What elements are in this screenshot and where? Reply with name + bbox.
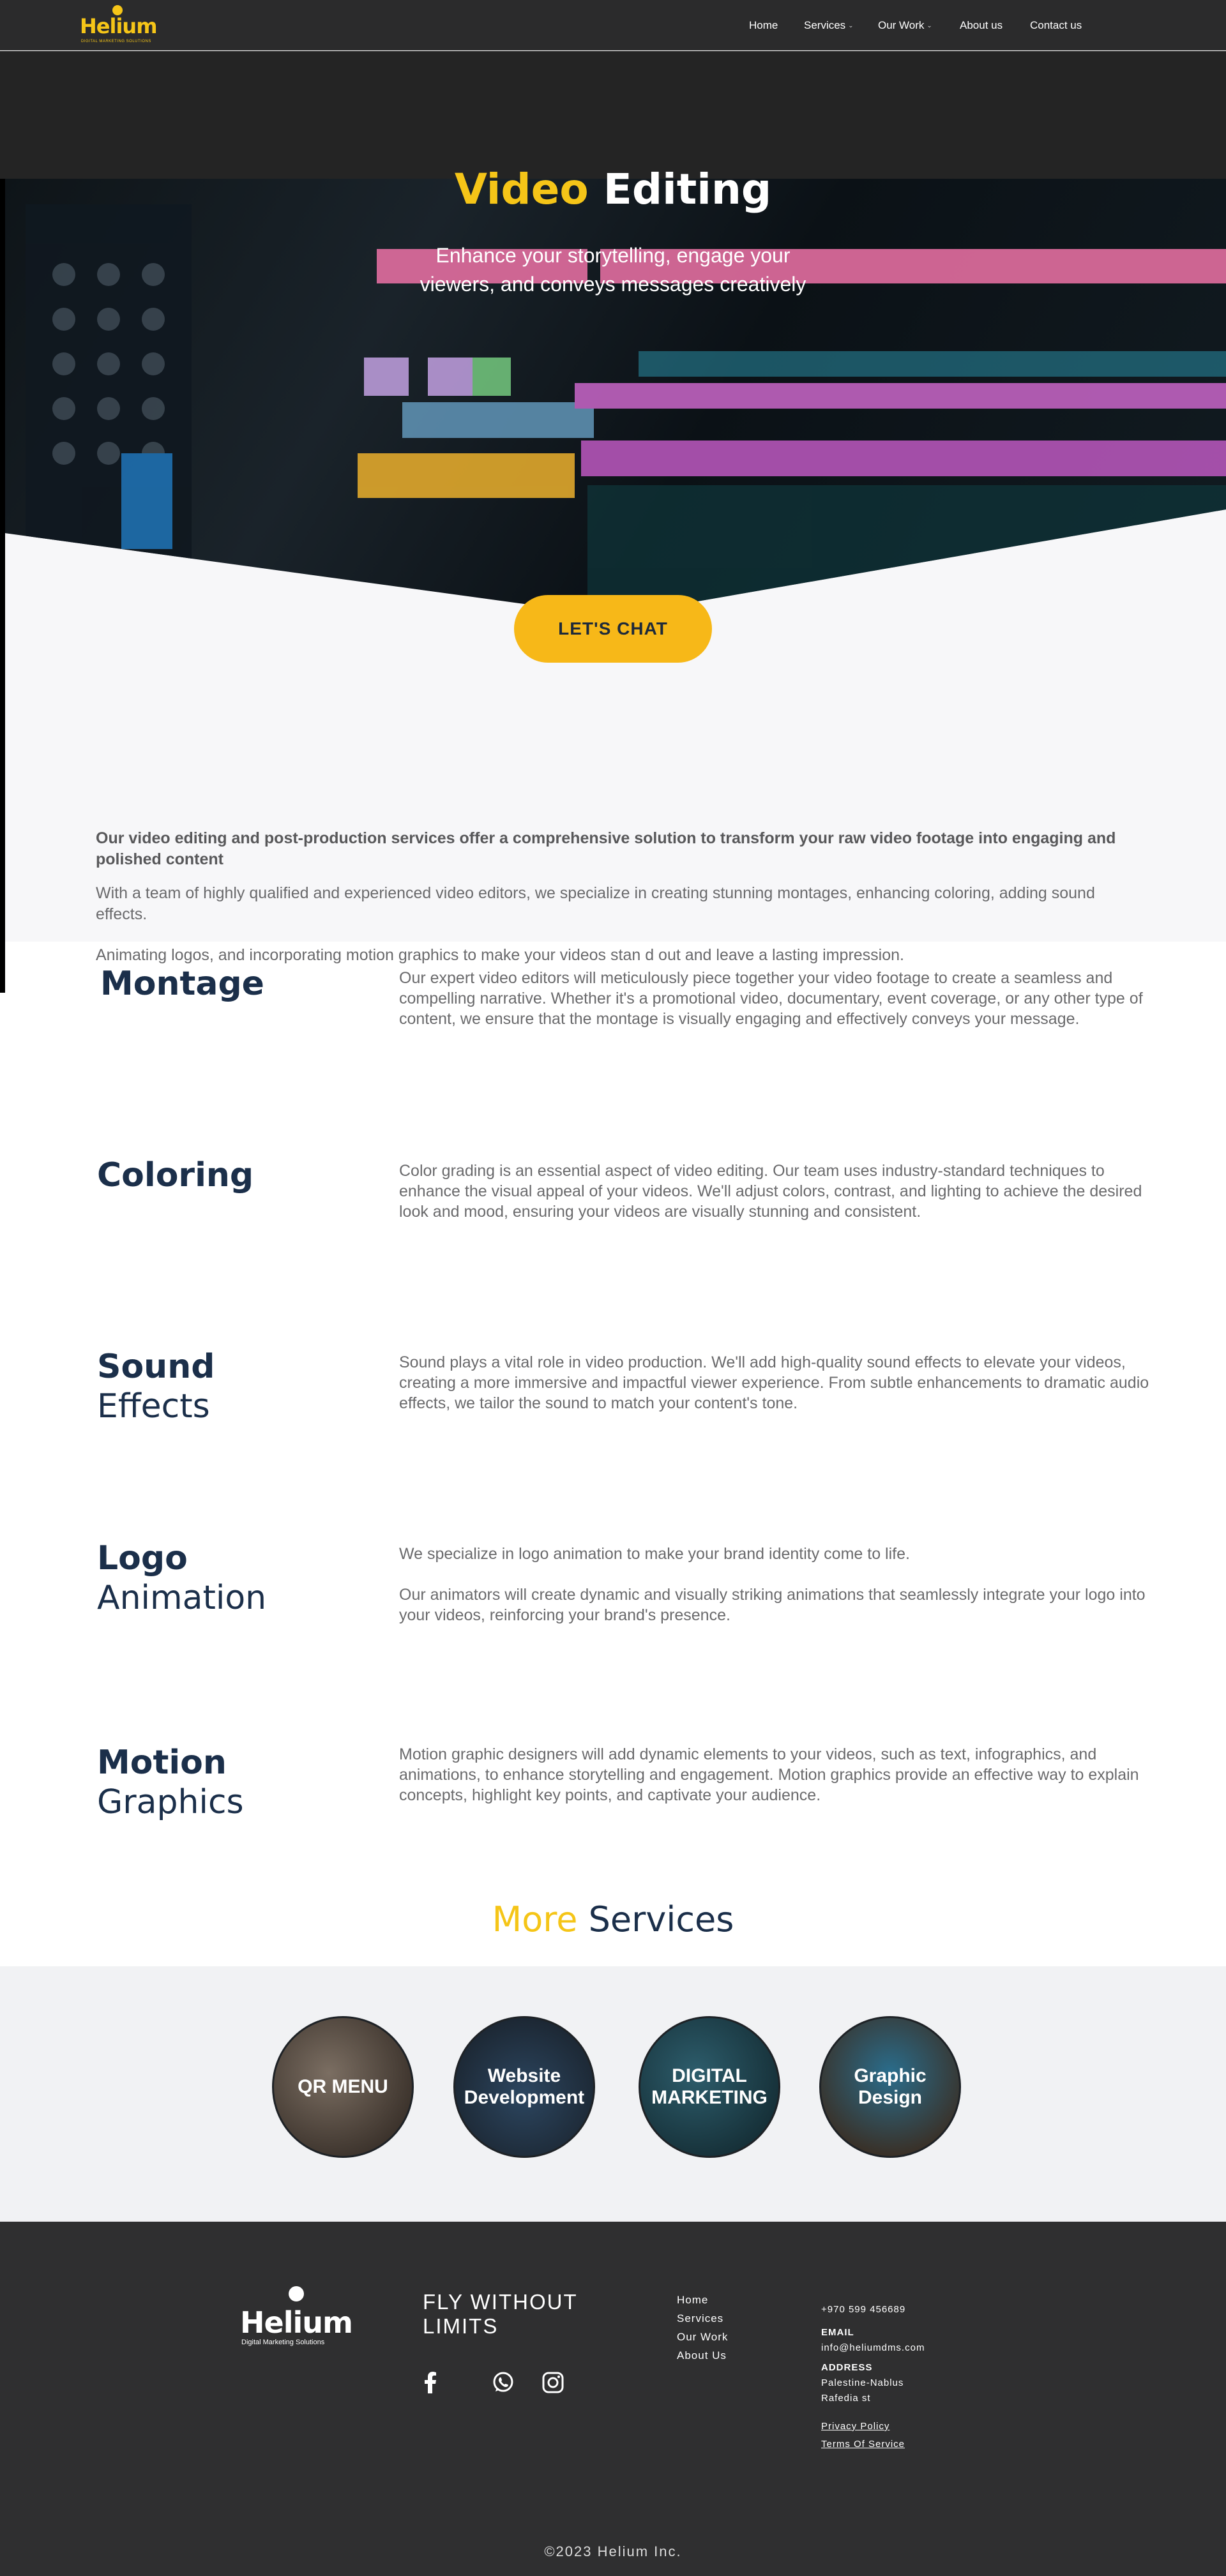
hero-section: [0, 51, 1226, 964]
more-services-band: [0, 1966, 1226, 2222]
chevron-down-icon: ⌄: [848, 22, 854, 29]
footer-links: [677, 2291, 728, 2365]
nav-our-work-label: Our Work: [878, 19, 925, 31]
intro-lead: Our video editing and post-production services offer a comprehensive solution to transform your raw video footage into engaging and polished content: [96, 829, 1116, 868]
more-rest: Services: [588, 1899, 734, 1940]
footer-link-our-work[interactable]: Our Work: [677, 2331, 729, 2343]
logo-animation-heading: [97, 1539, 266, 1618]
website-label-2: Development: [464, 2087, 585, 2108]
footer-link-services[interactable]: Services: [677, 2312, 724, 2324]
hero-edge: [0, 179, 5, 993]
service-card-graphic-design[interactable]: [819, 2016, 961, 2158]
footer-address-block: [821, 2360, 904, 2406]
sound-title-bold: Sound: [97, 1348, 215, 1386]
coloring-description: Color grading is an essential aspect of video editing. Our team uses industry-standard techniques to enhance the visual appeal of your videos. We'll adjust colors, contrast, and lighting to achieve the desired look and mood, ensuring your videos are visually stunning and consistent.: [399, 1162, 1142, 1221]
more-accent: More: [492, 1899, 578, 1940]
footer-logo-text: Helium: [240, 2305, 352, 2340]
nav-services[interactable]: [804, 18, 854, 33]
footer-link-home[interactable]: Home: [677, 2294, 709, 2306]
nav-about-label: About us: [960, 19, 1003, 31]
instagram-icon[interactable]: [540, 2370, 566, 2395]
sound-effects-description: Sound plays a vital role in video production. We'll add high-quality sound effects to elevate your videos, creating a more immersive and impactful viewer experience. From subtle enhancements to dramatic audio effects, we tailor the sound to match your content's tone.: [399, 1353, 1149, 1412]
slogan-line-1: FLY WITHOUT: [423, 2290, 578, 2314]
sound-effects-heading: [97, 1347, 215, 1426]
footer-email-block: [821, 2325, 925, 2356]
footer-phone[interactable]: +970 599 456689: [821, 2304, 906, 2315]
nav-services-label: Services: [804, 19, 846, 31]
subtitle-line-2: viewers, and conveys messages creatively: [420, 273, 806, 296]
address-label: ADDRESS: [821, 2362, 873, 2373]
subtitle-line-1: Enhance your storytelling, engage your: [435, 244, 791, 267]
nav-contact-label: Contact us: [1030, 19, 1082, 31]
nav-home[interactable]: [749, 18, 778, 33]
logo-desc-1: We specialize in logo animation to make your brand identity come to life.: [399, 1545, 910, 1563]
title-accent: Video: [454, 165, 589, 214]
logo-title-light: Animation: [97, 1579, 267, 1617]
more-services-heading: [0, 1899, 1226, 1940]
nav-contact[interactable]: [1030, 18, 1082, 33]
motion-graphics-description: Motion graphic designers will add dynamic elements to your videos, such as text, infographics, and animations, to enhance storytelling and engagement. Motion graphics provide an effective way to explain concepts, highlight key points, and captivate your audience.: [399, 1745, 1139, 1804]
logo-tagline: DIGITAL MARKETING SOLUTIONS: [81, 40, 151, 43]
email-value[interactable]: info@heliumdms.com: [821, 2342, 925, 2353]
montage-title: Montage: [100, 965, 264, 1003]
coloring-title: Coloring: [97, 1156, 254, 1194]
top-navbar: [0, 0, 1226, 50]
lets-chat-button[interactable]: LET'S CHAT: [514, 595, 712, 663]
motion-graphics-heading: [97, 1743, 244, 1822]
address-line-2: Rafedia st: [821, 2393, 871, 2404]
logo-text: Helium: [80, 14, 157, 38]
footer-link-about[interactable]: About Us: [677, 2349, 727, 2361]
privacy-policy-link[interactable]: Privacy Policy: [821, 2421, 890, 2432]
hero-subtitle: [342, 241, 884, 299]
sound-title-light: Effects: [97, 1387, 210, 1426]
nav-our-work[interactable]: [878, 18, 932, 33]
footer-logo[interactable]: [240, 2286, 352, 2350]
footer-logo-tagline: Digital Marketing Solutions: [241, 2339, 325, 2346]
service-card-digital-marketing[interactable]: [639, 2016, 780, 2158]
slogan-line-2: LIMITS: [423, 2314, 499, 2338]
chevron-down-icon: ⌄: [927, 22, 932, 29]
terms-of-service-link[interactable]: Terms Of Service: [821, 2439, 905, 2450]
motion-title-light: Graphics: [97, 1783, 244, 1821]
logo-title-bold: Logo: [97, 1539, 188, 1578]
service-card-website-development[interactable]: [453, 2016, 595, 2158]
nav-home-label: Home: [749, 19, 778, 31]
footer: [0, 2222, 1226, 2576]
motion-title-bold: Motion: [97, 1744, 227, 1782]
email-label: EMAIL: [821, 2327, 854, 2338]
graphic-label-1: Graphic: [854, 2065, 927, 2086]
address-line-1: Palestine-Nablus: [821, 2377, 904, 2388]
website-label-1: Website: [487, 2065, 561, 2086]
digital-label-2: MARKETING: [651, 2087, 768, 2108]
hero-dark-band: [0, 51, 1226, 179]
intro-paragraph-2: Animating logos, and incorporating motion graphics to make your videos stan d out and leave a lasting impression.: [96, 946, 904, 964]
montage-description: Our expert video editors will meticulously piece together your video footage to create a seamless and compelling narrative. Whether it's a promotional video, documentary, event coverage, or any other type of content, we ensure that the montage is visually engaging and effectively conveys your message.: [399, 969, 1143, 1028]
footer-slogan: [423, 2290, 578, 2339]
title-rest: Editing: [603, 165, 772, 214]
graphic-label-2: Design: [858, 2087, 923, 2108]
qr-menu-label: QR MENU: [298, 2076, 388, 2097]
nav-about[interactable]: [960, 18, 1003, 33]
whatsapp-icon[interactable]: [490, 2370, 516, 2395]
bulb-icon: [289, 2286, 304, 2301]
intro-paragraph-1: With a team of highly qualified and experienced video editors, we specialize in creating stunning montages, enhancing coloring, adding sound effects.: [96, 884, 1095, 923]
page-title: [0, 165, 1226, 214]
coloring-heading: [97, 1156, 254, 1195]
digital-label-1: DIGITAL: [672, 2065, 747, 2086]
logo-desc-2: Our animators will create dynamic and visually striking animations that seamlessly integrate your logo into your videos, reinforcing your brand's presence.: [399, 1586, 1146, 1624]
service-card-qr-menu[interactable]: [272, 2016, 414, 2158]
montage-heading: [100, 964, 264, 1004]
facebook-icon[interactable]: [418, 2370, 443, 2395]
helium-logo[interactable]: [80, 5, 157, 46]
copyright: ©2023 Helium Inc.: [544, 2543, 682, 2559]
logo-animation-description: [399, 1544, 1159, 1625]
